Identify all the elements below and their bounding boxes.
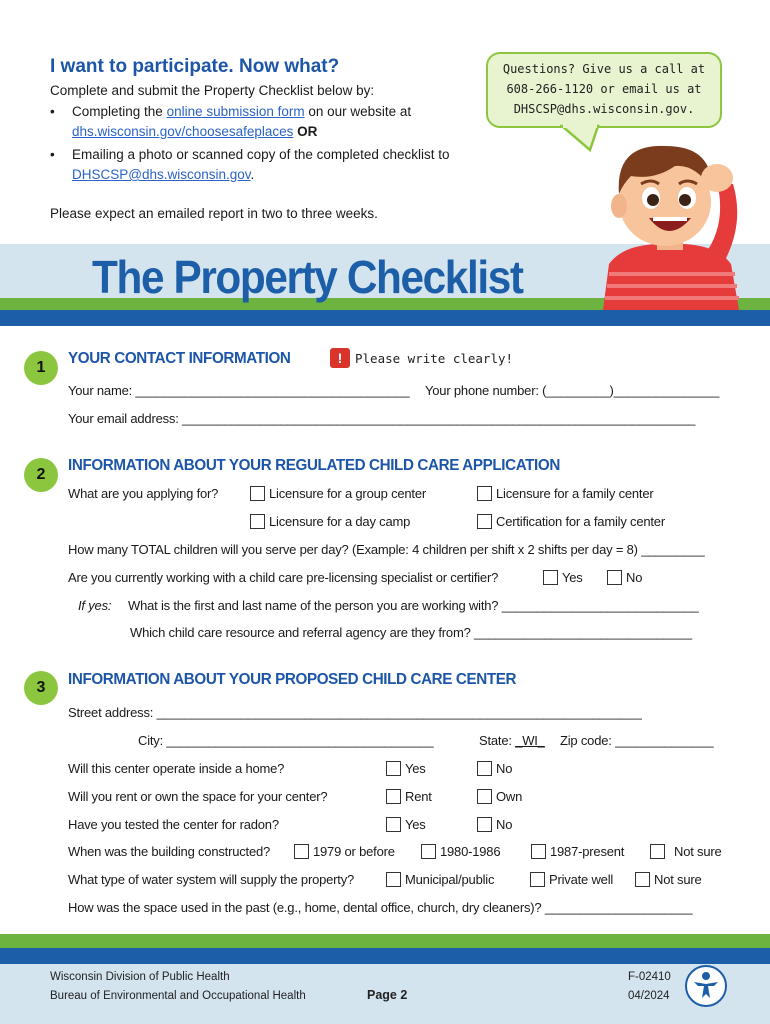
footer-green-stripe [0,934,770,948]
email-field[interactable]: Your email address: _________________________________________________________________________ [68,411,696,426]
state-label: State: [479,733,516,748]
specialist-question: Are you currently working with a child care pre-licensing specialist or certifier? [68,570,499,585]
checkbox[interactable] [477,817,492,832]
option-label: 1987-present [550,844,625,859]
email-link[interactable]: DHSCSP@dhs.wisconsin.gov [72,167,251,182]
section-number-3: 3 [24,671,58,705]
option-label: 1979 or before [313,844,395,859]
section-title-application: INFORMATION ABOUT YOUR REGULATED CHILD CARE APPLICATION [68,457,560,474]
own-option[interactable] [477,789,522,804]
option-label: Yes [405,817,426,832]
bullet1-text-post: on our website at [304,104,412,119]
footer-org-line1: Wisconsin Division of Public Health [50,971,230,983]
write-clearly-note: Please write clearly! [355,351,514,366]
option-label: Licensure for a day camp [269,514,411,529]
checkbox[interactable] [386,789,401,804]
water-municipal-option[interactable] [386,872,494,887]
boy-illustration [595,124,745,310]
zip-field[interactable]: Zip code: ______________ [560,733,714,748]
checkbox[interactable] [531,844,546,859]
option-label: Licensure for a family center [496,486,654,501]
option-family-center[interactable] [477,486,654,501]
city-field[interactable]: City: ______________________________________ [138,733,434,748]
option-certification[interactable] [477,514,665,529]
form-date: 04/2024 [628,990,670,1002]
past-use-field[interactable]: How was the space used in the past (e.g., home, dental office, church, dry cleaners)? _____________________ [68,900,693,915]
bullet2-end: . [250,167,255,182]
option-group-center[interactable] [250,486,426,501]
specialist-name-field[interactable]: What is the first and last name of the person you are working with? ____________________________ [128,598,699,613]
checkbox[interactable] [386,761,401,776]
page-title: The Property Checklist [92,251,523,303]
option-label: No [626,570,643,585]
option-label: Licensure for a group center [269,486,426,501]
section-title-contact: YOUR CONTACT INFORMATION [68,350,291,367]
intro-title: I want to participate. Now what? [50,56,340,77]
checkbox[interactable] [543,570,558,585]
specialist-yes[interactable] [543,570,583,585]
bubble-line: Questions? Give us a call at [502,62,706,76]
section-number-1: 1 [24,351,58,385]
online-form-link[interactable]: online submission form [166,104,305,119]
checkbox[interactable] [635,872,650,887]
option-label: Municipal/public [405,872,495,887]
home-yes[interactable] [386,761,426,776]
intro-lead: Complete and submit the Property Checklist below by: [50,83,375,98]
radon-yes[interactable] [386,817,426,832]
agency-field[interactable]: Which child care resource and referral agency are they from? _______________________________ [130,625,692,640]
checkbox[interactable] [607,570,622,585]
option-day-camp[interactable] [250,514,410,529]
home-question: Will this center operate inside a home? [68,761,285,776]
phone-field[interactable]: Your phone number: (_________)_______________ [425,383,720,398]
state-field[interactable] [479,733,545,748]
option-label: Own [496,789,523,804]
or-text: OR [293,124,318,139]
checkbox[interactable] [421,844,436,859]
bubble-line: DHSCSP@dhs.wisconsin.gov. [513,102,695,116]
checkbox[interactable] [294,844,309,859]
specialist-no[interactable] [607,570,642,585]
if-yes-label: If yes: [78,598,112,613]
built-not-sure-option[interactable] [650,844,722,859]
checkbox[interactable] [250,514,265,529]
built-1979-option[interactable] [294,844,395,859]
checkbox[interactable] [477,789,492,804]
option-label: No [496,761,513,776]
checkbox[interactable] [530,872,545,887]
home-no[interactable] [477,761,512,776]
option-label: Not sure [654,872,702,887]
bullet2-text: Emailing a photo or scanned copy of the completed checklist to [72,147,450,162]
built-1980-option[interactable] [421,844,500,859]
name-field[interactable]: Your name: _______________________________________ [68,383,410,398]
street-address-field[interactable]: Street address: _____________________________________________________________________ [68,705,642,720]
state-value: _WI_ [515,733,545,748]
expect-text: Please expect an emailed report in two to three weeks. [50,206,378,221]
option-label: Yes [405,761,426,776]
exclamation-icon: ! [330,348,350,368]
rent-question: Will you rent or own the space for your center? [68,789,328,804]
option-label: Private well [549,872,614,887]
checkbox[interactable] [386,872,401,887]
checkbox[interactable] [477,486,492,501]
option-label: No [496,817,513,832]
bullet-online [50,102,480,142]
water-well-option[interactable] [530,872,613,887]
checkbox[interactable] [650,844,665,859]
applying-question: What are you applying for? [68,486,219,501]
page-number: Page 2 [367,988,408,1002]
option-label: Certification for a family center [496,514,665,529]
footer-blue-stripe [0,948,770,964]
website-link[interactable]: dhs.wisconsin.gov/choosesafeplaces [72,124,294,139]
banner-blue-stripe [0,310,770,326]
rent-option[interactable] [386,789,432,804]
checkbox[interactable] [477,761,492,776]
bullet-dot: • [50,104,55,119]
section-title-center: INFORMATION ABOUT YOUR PROPOSED CHILD CARE CENTER [68,671,517,688]
checkbox[interactable] [477,514,492,529]
water-question: What type of water system will supply the property? [68,872,355,887]
bubble-line: 608-266-1120 or email us at [506,82,702,96]
option-label: Yes [562,570,583,585]
bullet-dot: • [50,147,55,162]
checkbox[interactable] [386,817,401,832]
option-label: 1980-1986 [440,844,501,859]
questions-bubble [486,52,722,128]
radon-question: Have you tested the center for radon? [68,817,279,832]
footer-org-line2: Bureau of Environmental and Occupational Health [50,990,306,1002]
section-number-2: 2 [24,458,58,492]
bullet-email [50,145,530,185]
bubble-tail [560,124,600,154]
built-question: When was the building constructed? [68,844,271,859]
form-number: F-02410 [628,971,671,983]
radon-no[interactable] [477,817,512,832]
option-label: Rent [405,789,432,804]
water-not-sure-option[interactable] [635,872,702,887]
dhs-logo-icon [684,964,728,1008]
built-1987-option[interactable] [531,844,624,859]
option-label: Not sure [674,844,722,859]
checkbox[interactable] [250,486,265,501]
children-count-field[interactable]: How many TOTAL children will you serve per day? (Example: 4 children per shift x 2 shifts per day = 8) _________ [68,542,705,557]
bullet1-text: Completing the [72,104,167,119]
